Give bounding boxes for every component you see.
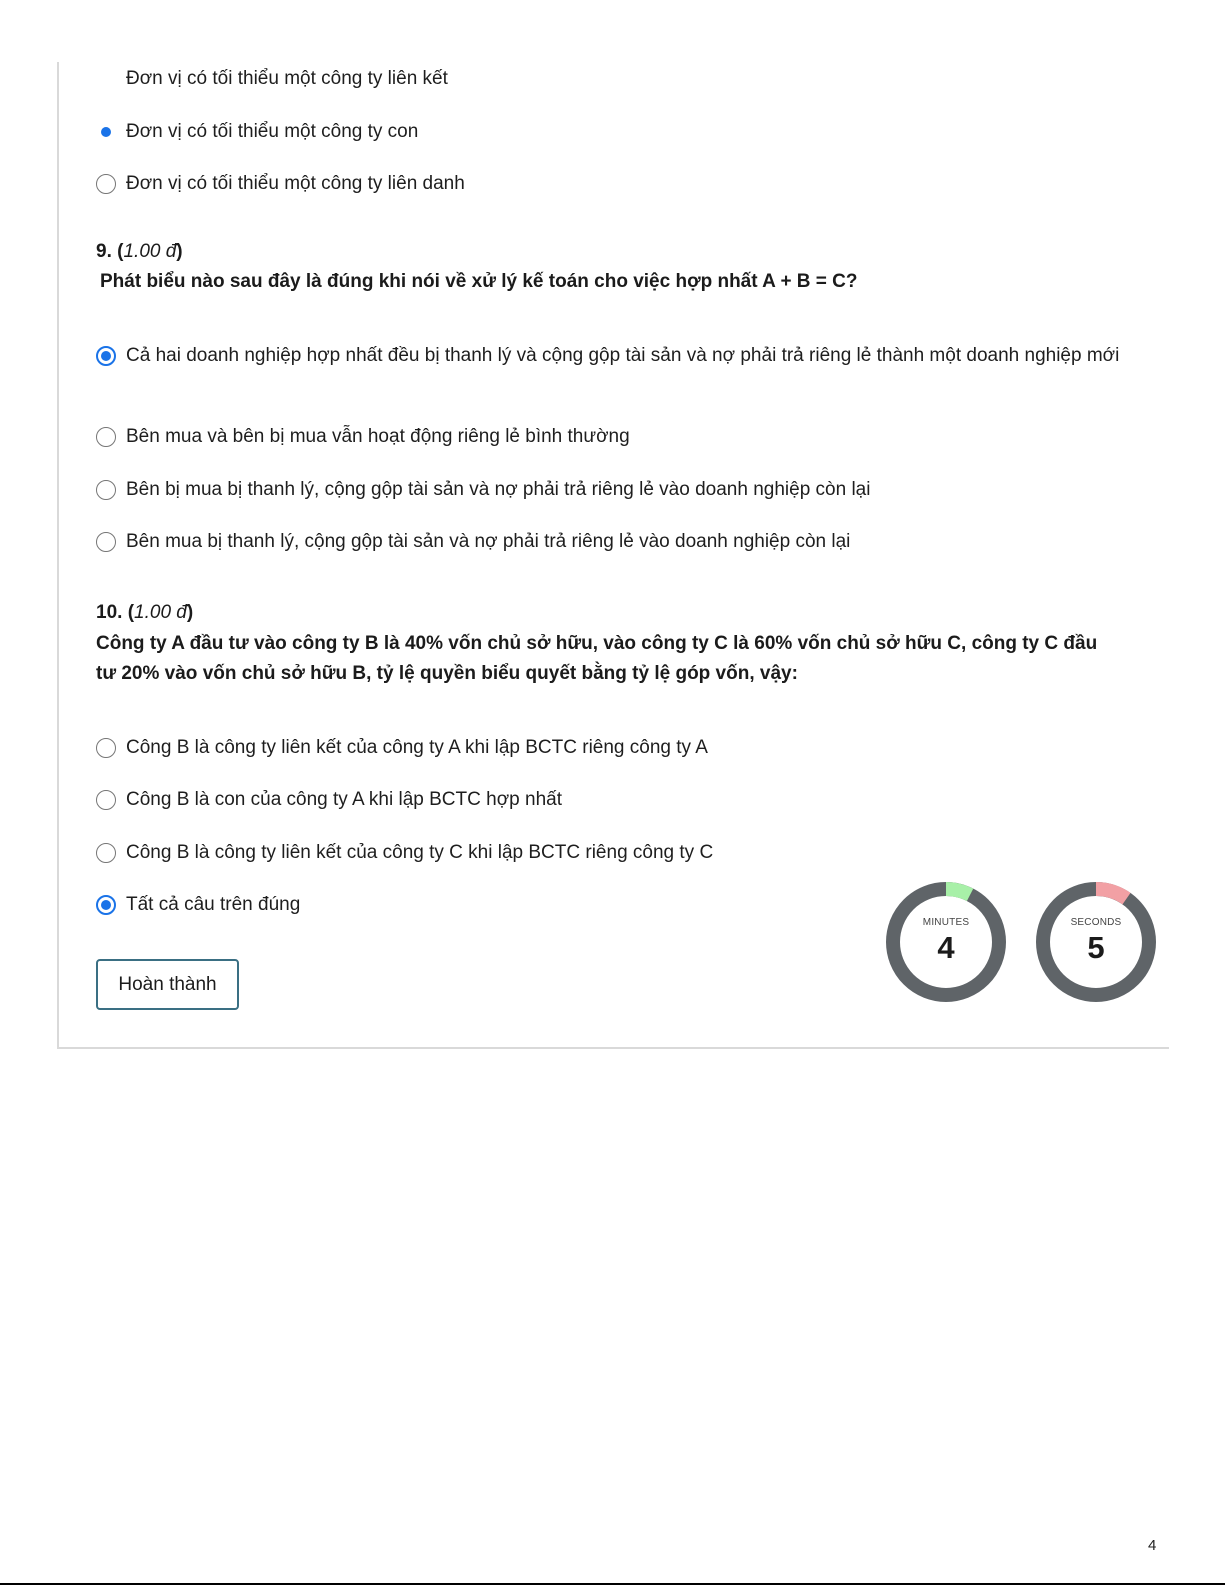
q9-option-4-label: Bên mua bị thanh lý, cộng gộp tài sản và nợ phải trả riêng lẻ vào doanh nghiệp còn lại [126, 531, 851, 552]
q9-option-4[interactable] [96, 527, 1146, 557]
q10-number: 10. [96, 602, 123, 623]
q10-option-2[interactable] [96, 785, 1146, 815]
q10-option-3-radio[interactable] [96, 843, 116, 863]
q9-option-2-label: Bên mua và bên bị mua vẫn hoạt động riêng lẻ bình thường [126, 426, 630, 447]
q10-option-4-label: Tất cả câu trên đúng [126, 894, 301, 915]
minutes-ring-accent [946, 889, 970, 895]
q10-option-1[interactable] [96, 733, 1146, 763]
minutes-timer [884, 880, 1008, 1004]
q9-points: 1.00 đ [123, 241, 177, 262]
seconds-label: SECONDS [1070, 917, 1122, 928]
q10-header: 10. (1.00 đ) [96, 602, 194, 623]
page-number: 4 [1148, 1537, 1157, 1554]
q10-option-1-label: Công B là công ty liên kết của công ty A khi lập BCTC riêng công ty A [126, 737, 708, 758]
q9-number: 9. [96, 241, 112, 262]
q10-option-2-radio[interactable] [96, 790, 116, 810]
q10-question-text: Công ty A đầu tư vào công ty B là 40% vốn chủ sở hữu, vào công ty C là 60% vốn chủ sở hữu C, công ty C đầu tư 20% vào vốn chủ sở hữu B, tỷ lệ quyền biểu quyết bằng tỷ lệ góp vốn, vậy: [96, 633, 1098, 684]
q8-option-1-label: Đơn vị có tối thiểu một công ty liên kết [126, 68, 448, 89]
q9-option-2-radio[interactable] [96, 427, 116, 447]
q8-option-1-radio[interactable] [96, 69, 116, 89]
q9-option-4-radio[interactable] [96, 532, 116, 552]
q9-header: 9. (1.00 đ) [96, 241, 183, 262]
q9-option-1[interactable] [96, 341, 1146, 371]
q8-option-1[interactable] [96, 64, 1146, 94]
seconds-ring-accent [1096, 889, 1127, 899]
seconds-value: 5 [1087, 930, 1105, 965]
finish-button[interactable]: Hoàn thành [96, 959, 239, 1010]
q8-option-3[interactable] [96, 169, 1146, 199]
q9-option-1-label: Cả hai doanh nghiệp hợp nhất đều bị thanh lý và cộng gộp tài sản và nợ phải trả riêng lẻ thành một doanh nghiệp mới [126, 345, 1120, 366]
q9-option-3-radio[interactable] [96, 480, 116, 500]
q9-question-text: Phát biểu nào sau đây là đúng khi nói về xử lý kế toán cho việc hợp nhất A + B = C? [100, 271, 858, 292]
q8-option-2[interactable] [96, 117, 1146, 147]
q9-option-1-radio[interactable] [96, 346, 116, 366]
q10-option-3[interactable] [96, 838, 1146, 868]
q8-option-2-radio[interactable] [96, 122, 116, 142]
minutes-label: MINUTES [922, 917, 970, 928]
seconds-timer [1034, 880, 1158, 1004]
minutes-value: 4 [937, 930, 955, 965]
q10-points: 1.00 đ [134, 602, 187, 623]
q8-option-3-radio[interactable] [96, 174, 116, 194]
q9-option-3[interactable] [96, 475, 1146, 505]
q9-option-3-label: Bên bị mua bị thanh lý, cộng gộp tài sản và nợ phải trả riêng lẻ vào doanh nghiệp còn lại [126, 479, 871, 500]
q10-option-3-label: Công B là công ty liên kết của công ty C khi lập BCTC riêng công ty C [126, 842, 714, 863]
q10-option-1-radio[interactable] [96, 738, 116, 758]
q10-option-4-radio[interactable] [96, 895, 116, 915]
q10-option-2-label: Công B là con của công ty A khi lập BCTC hợp nhất [126, 789, 562, 810]
q9-option-2[interactable] [96, 422, 1146, 452]
q8-option-3-label: Đơn vị có tối thiểu một công ty liên danh [126, 173, 465, 194]
q8-option-2-label: Đơn vị có tối thiểu một công ty con [126, 121, 419, 142]
